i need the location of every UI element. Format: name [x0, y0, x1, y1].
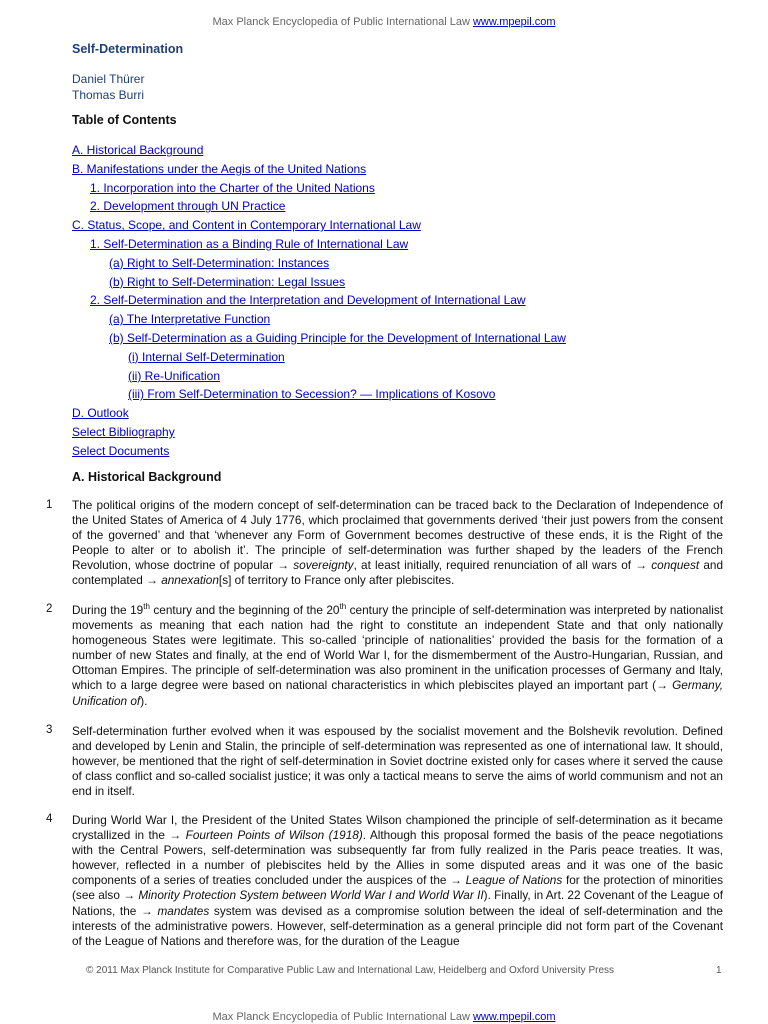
- paragraph-3: Self-determination further evolved when it was espoused by the socialist movement and the Bolshevik revolution. Defined and developed by Lenin and Stalin, the principle of self-determination was represented as one of international law. It should, however, be mentioned that the right of self-determination in Soviet doctrine existed only for cases where it served the cause of class conflict and so-called socialist justice; it was only a tactical means to serve the aims of world communism and not an end in itself.: [72, 724, 723, 799]
- cross-reference: Fourteen Points of Wilson (1918): [185, 828, 363, 843]
- toc-link[interactable]: (iii) From Self-Determination to Secession? — Implications of Kosovo: [128, 387, 496, 402]
- paragraph-1: The political origins of the modern concept of self-determination can be traced back to the Declaration of Independence of the United States of America of 4 July 1776, which proclaimed that governments derived ‘their just powers from the consent of the governed’ and that ‘whenever any Form of Government becomes destructive of these ends, it is the Right of the People to alter or to abolish it’. The principle of self-determination was further shaped by the leaders of the French Revolution, whose doctrine of popular → sovereignty, at least initially, required renunciation of all wars of → conquest and contemplated → annexation[s] of territory to France only after plebiscites.: [72, 498, 724, 588]
- toc-link[interactable]: Select Documents: [72, 443, 170, 458]
- header-text: Max Planck Encyclopedia of Public International Law: [212, 16, 470, 28]
- paragraph-number: 3: [46, 724, 53, 736]
- toc-link[interactable]: 1. Self-Determination as a Binding Rule of International Law: [90, 236, 409, 251]
- toc-link[interactable]: A. Historical Background: [72, 143, 204, 157]
- article-title: Self-Determination: [72, 42, 184, 56]
- toc-link[interactable]: (b) Right to Self-Determination: Legal Issues: [109, 274, 346, 289]
- table-of-contents: [72, 141, 712, 461]
- footer-link[interactable]: www.mpepil.com: [472, 1011, 556, 1023]
- page-footer: [0, 1011, 768, 1023]
- page-header: [0, 16, 768, 28]
- toc-link[interactable]: (ii) Re-Unification: [128, 368, 221, 383]
- toc-link[interactable]: (a) The Interpretative Function: [109, 312, 271, 327]
- paragraph-4: During World War I, the President of the United States Wilson championed the principle of self-determination as it became crystallized in the → Fourteen Points of Wilson (1918). Although this proposal formed the basis of the peace negotiations with the Central Powers, self-determination was subsequently far from fully realized in the Paris peace treaties. It was, however, reflected in a number of plebiscites held by the Allies in some disputed areas and it was one of the basic components of a series of treaties concluded under the auspices of the → League of Nations for the protection of minorities (see also → Minority Protection System between World War I and World War II). Finally, in Art. 22 Covenant of the League of Nations, the → mandates system was devised as a compromise solution between the ideal of self-determination and the interests of the administrative powers. However, self-determination as a general principle did not form part of the Covenant of the League of Nations and therefore was, for the duration of the League: [72, 813, 723, 948]
- toc-link[interactable]: 2. Development through UN Practice: [90, 199, 286, 214]
- toc-link[interactable]: (a) Right to Self-Determination: Instances: [109, 255, 330, 270]
- page-number: 1: [716, 965, 722, 976]
- copyright-notice: © 2011 Max Planck Institute for Comparative Public Law and International Law, Heidelberg and Oxford University Press: [86, 965, 615, 976]
- cross-reference: Minority Protection System between World War I and World War II: [138, 888, 484, 903]
- cross-reference: annexation: [161, 573, 219, 588]
- toc-link[interactable]: C. Status, Scope, and Content in Contemporary International Law: [72, 218, 421, 233]
- cross-reference: sovereignty: [293, 558, 354, 573]
- cross-reference: mandates: [157, 903, 210, 918]
- paragraph-number: 4: [46, 813, 53, 825]
- footer-text: Max Planck Encyclopedia of Public International Law: [212, 1011, 470, 1023]
- header-link[interactable]: www.mpepil.com: [472, 16, 556, 28]
- section-heading: A. Historical Background: [72, 470, 222, 484]
- toc-link[interactable]: (b) Self-Determination as a Guiding Principle for the Development of International Law: [109, 330, 566, 345]
- author-name: Thomas Burri: [72, 88, 145, 102]
- paragraph-2: During the 19th century and the beginning of the 20th century the principle of self-determination was interpreted by nationalist movements as meaning that each nation had the right to constitute an independent State and that only nationally homogeneous States were legitimate. This so-called ‘principle of nationalities’ provided the basis for the formation of a number of new States and finally, at the end of World War I, for the dismemberment of the Austro-Hungarian, Russian, and Ottoman Empires. The principle of self-determination was also prominent in the unification processes of Germany and Italy, which to a large degree were based on national characteristics in which plebiscites played an important part (→ Germany, Unification of).: [72, 602, 724, 708]
- toc-link[interactable]: B. Manifestations under the Aegis of the United Nations: [72, 161, 367, 176]
- toc-link[interactable]: (i) Internal Self-Determination: [128, 349, 285, 364]
- paragraph-number: 2: [46, 603, 53, 615]
- cross-reference: League of Nations: [465, 873, 563, 888]
- cross-reference: Germany, Unification of: [72, 678, 724, 708]
- author-name: Daniel Thürer: [72, 72, 145, 86]
- paragraph-number: 1: [46, 499, 53, 511]
- toc-link[interactable]: Select Bibliography: [72, 424, 175, 439]
- toc-link[interactable]: D. Outlook: [72, 406, 129, 421]
- authors: [72, 71, 144, 103]
- toc-link[interactable]: 2. Self-Determination and the Interpretation and Development of International Law: [90, 293, 526, 308]
- cross-reference: conquest: [651, 558, 700, 573]
- toc-heading: Table of Contents: [72, 113, 177, 127]
- toc-link[interactable]: 1. Incorporation into the Charter of the United Nations: [90, 180, 375, 195]
